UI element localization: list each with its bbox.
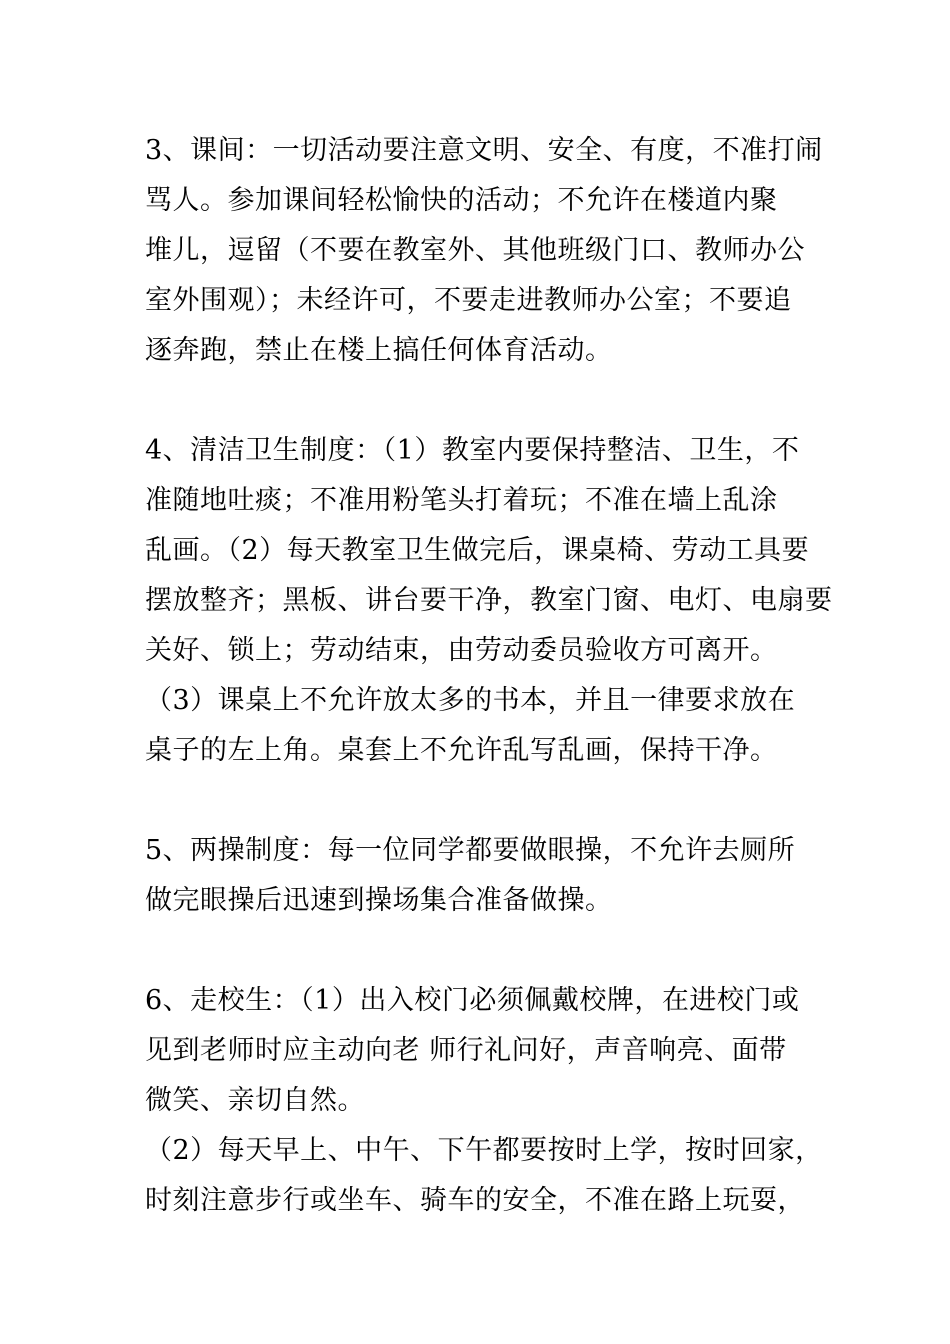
paragraph-cleaning (145, 426, 833, 776)
text-line: 骂人。参加课间轻松愉快的活动；不允许在楼道内聚 (145, 185, 778, 216)
text-line: 做完眼操后迅速到操场集合准备做操。 (145, 885, 613, 916)
text-line: 3、课间：一切活动要注意文明、安全、有度，不准打闹 (145, 135, 823, 166)
text-line: 关好、锁上；劳动结束，由劳动委员验收方可离开。 (145, 635, 778, 666)
paragraph-day-students-2 (145, 1126, 823, 1226)
text-line: 摆放整齐；黑板、讲台要干净，教室门窗、电灯、电扇要 (145, 585, 833, 616)
text-line: （3）课桌上不允许放太多的书本，并且一律要求放在 (145, 685, 796, 716)
text-line: 乱画。（2）每天教室卫生做完后，课桌椅、劳动工具要 (145, 535, 810, 566)
text-line: 6、走校生：（1）出入校门必须佩戴校牌，在进校门或 (145, 985, 800, 1016)
paragraph-exercises (145, 826, 810, 926)
text-line: 堆儿，逗留（不要在教室外、其他班级门口、教师办公 (145, 235, 805, 266)
text-line: （2）每天早上、中午、下午都要按时上学，按时回家， (145, 1135, 823, 1166)
text-line: 桌子的左上角。桌套上不允许乱写乱画，保持干净。 (145, 735, 778, 766)
paragraph-day-students (145, 976, 810, 1126)
text-line: 5、两操制度：每一位同学都要做眼操，不允许去厕所 (145, 835, 796, 866)
document-body (145, 126, 833, 1226)
text-line: 时刻注意步行或坐车、骑车的安全，不准在路上玩耍， (145, 1185, 805, 1216)
text-line: 逐奔跑，禁止在楼上搞任何体育活动。 (145, 335, 613, 366)
text-line: 微笑、亲切自然。 (145, 1085, 365, 1116)
text-line: 室外围观）；未经许可，不要走进教师办公室；不要追 (145, 285, 792, 316)
text-line: 4、清洁卫生制度：（1）教室内要保持整洁、卫生，不 (145, 435, 800, 466)
paragraph-recess (145, 126, 823, 376)
text-line: 见到老师时应主动向老 师行礼问好，声音响亮、面带 (145, 1035, 787, 1066)
text-line: 准随地吐痰；不准用粉笔头打着玩；不准在墙上乱涂 (145, 485, 778, 516)
